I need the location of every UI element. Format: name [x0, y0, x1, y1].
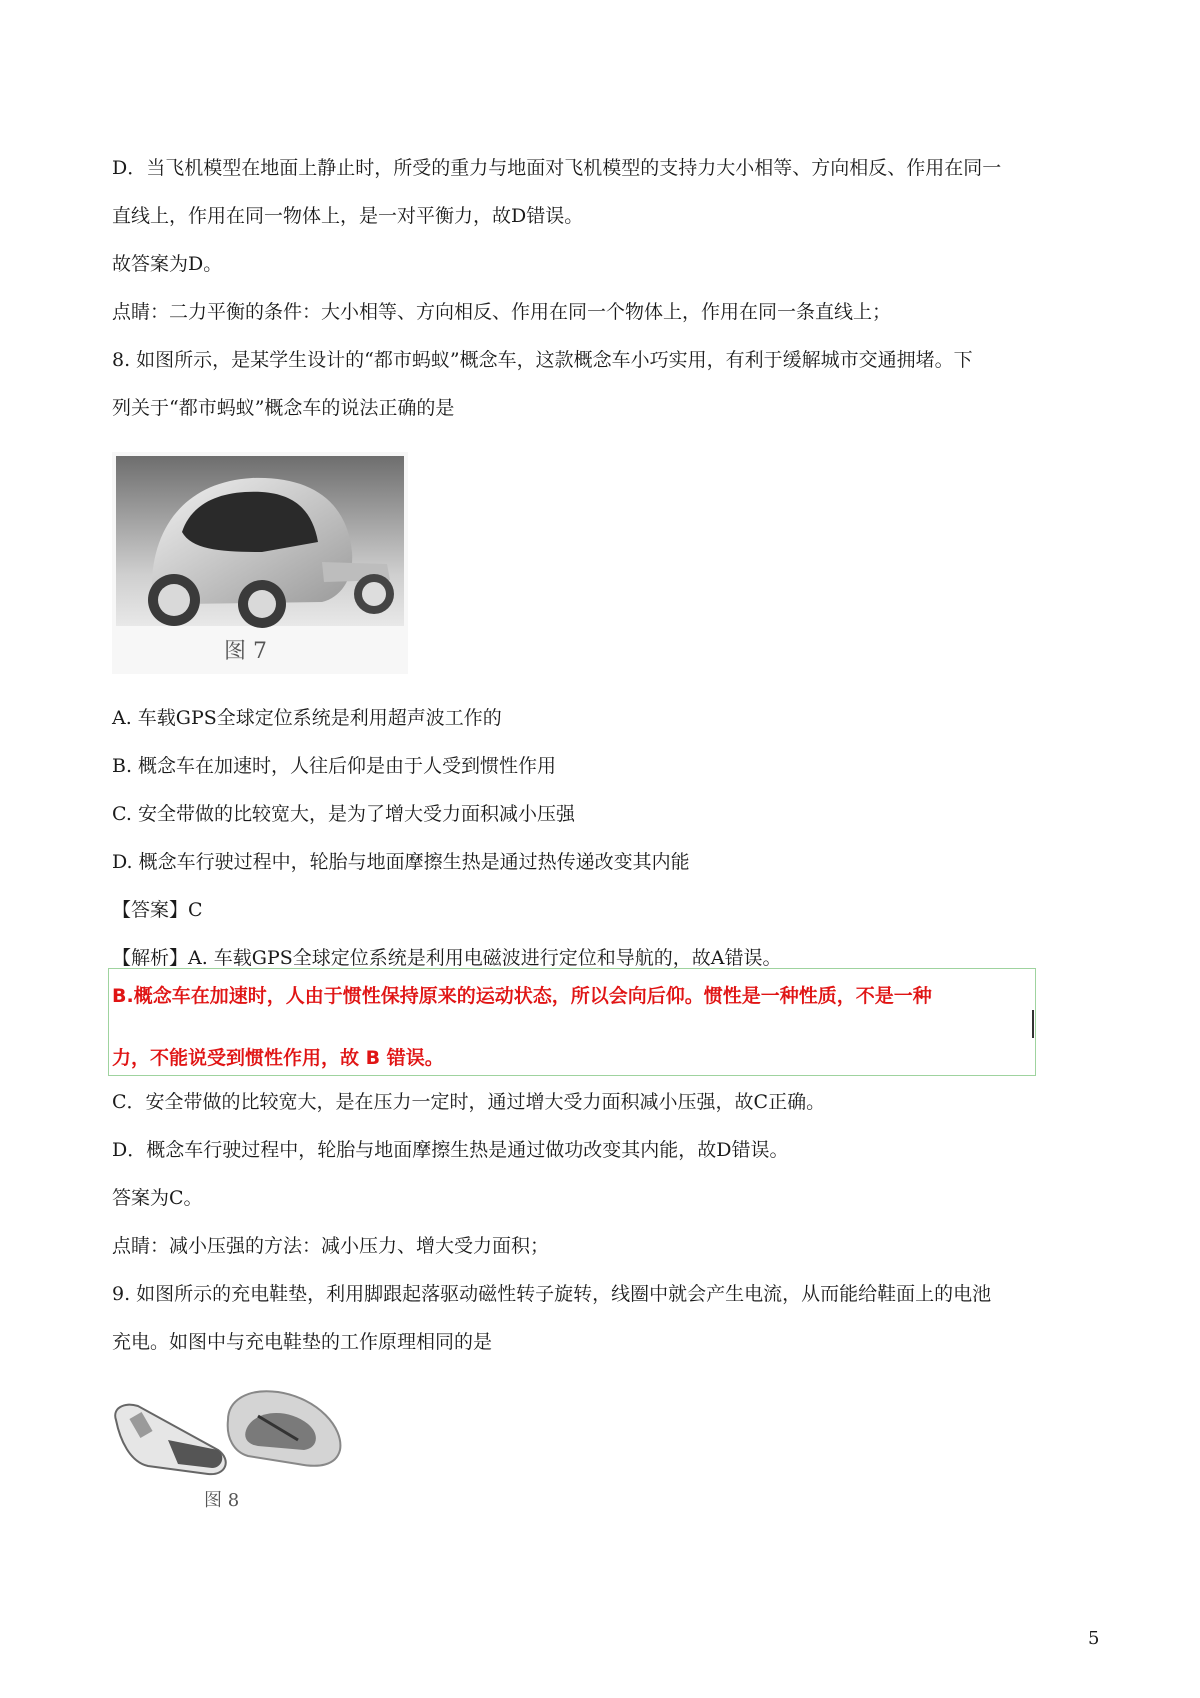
- analysis-b-line2: 力，不能说受到惯性作用，故 B 错误。: [112, 1047, 444, 1069]
- analysis-b-line1: B.概念车在加速时，人由于惯性保持原来的运动状态，所以会向后仰。惯性是一种性质，不是一种: [112, 985, 932, 1007]
- question-8-text: 8. 如图所示，是某学生设计的“都市蚂蚁”概念车，这款概念车小巧实用，有利于缓解城市交通拥堵。下: [112, 349, 973, 371]
- option-c: C. 安全带做的比较宽大，是为了增大受力面积减小压强: [112, 803, 575, 825]
- text-line: 故答案为D。: [112, 253, 223, 275]
- option-a: A. 车载GPS全球定位系统是利用超声波工作的: [112, 707, 502, 729]
- analysis-d: D．概念车行驶过程中，轮胎与地面摩擦生热是通过做功改变其内能，故D错误。: [112, 1139, 789, 1161]
- question-8-text: 列关于“都市蚂蚁”概念车的说法正确的是: [112, 397, 455, 419]
- question-9-text: 充电。如图中与充电鞋垫的工作原理相同的是: [112, 1331, 493, 1353]
- text-line: 点睛：二力平衡的条件：大小相等、方向相反、作用在同一个物体上，作用在同一条直线上；: [112, 301, 892, 323]
- question-9-text: 9. 如图所示的充电鞋垫，利用脚跟起落驱动磁性转子旋转，线圈中就会产生电流，从而能给鞋面上的电池: [112, 1283, 992, 1305]
- option-b: B. 概念车在加速时，人往后仰是由于人受到惯性作用: [112, 755, 557, 777]
- text-line: 直线上，作用在同一物体上，是一对平衡力，故D错误。: [112, 205, 584, 227]
- analysis-conclusion: 答案为C。: [112, 1187, 203, 1209]
- analysis-c: C．安全带做的比较宽大，是在压力一定时，通过增大受力面积减小压强，故C正确。: [112, 1091, 826, 1113]
- analysis-note: 点睛：减小压强的方法：减小压力、增大受力面积；: [112, 1235, 550, 1257]
- text-cursor: [1032, 1010, 1034, 1038]
- text-line: D．当飞机模型在地面上静止时，所受的重力与地面对飞机模型的支持力大小相等、方向相反、作用在同一: [112, 157, 1002, 179]
- analysis-a: 【解析】A. 车载GPS全球定位系统是利用电磁波进行定位和导航的，故A错误。: [112, 947, 782, 969]
- figure-8-caption: 图 8: [204, 1490, 240, 1511]
- option-d: D. 概念车行驶过程中，轮胎与地面摩擦生热是通过热传递改变其内能: [112, 851, 690, 873]
- page-number: 5: [1088, 1628, 1100, 1649]
- figure-7-caption: 图 7: [224, 639, 267, 664]
- answer-line: 【答案】C: [112, 899, 203, 921]
- figure-7: [112, 452, 408, 674]
- figure-8: [108, 1380, 348, 1516]
